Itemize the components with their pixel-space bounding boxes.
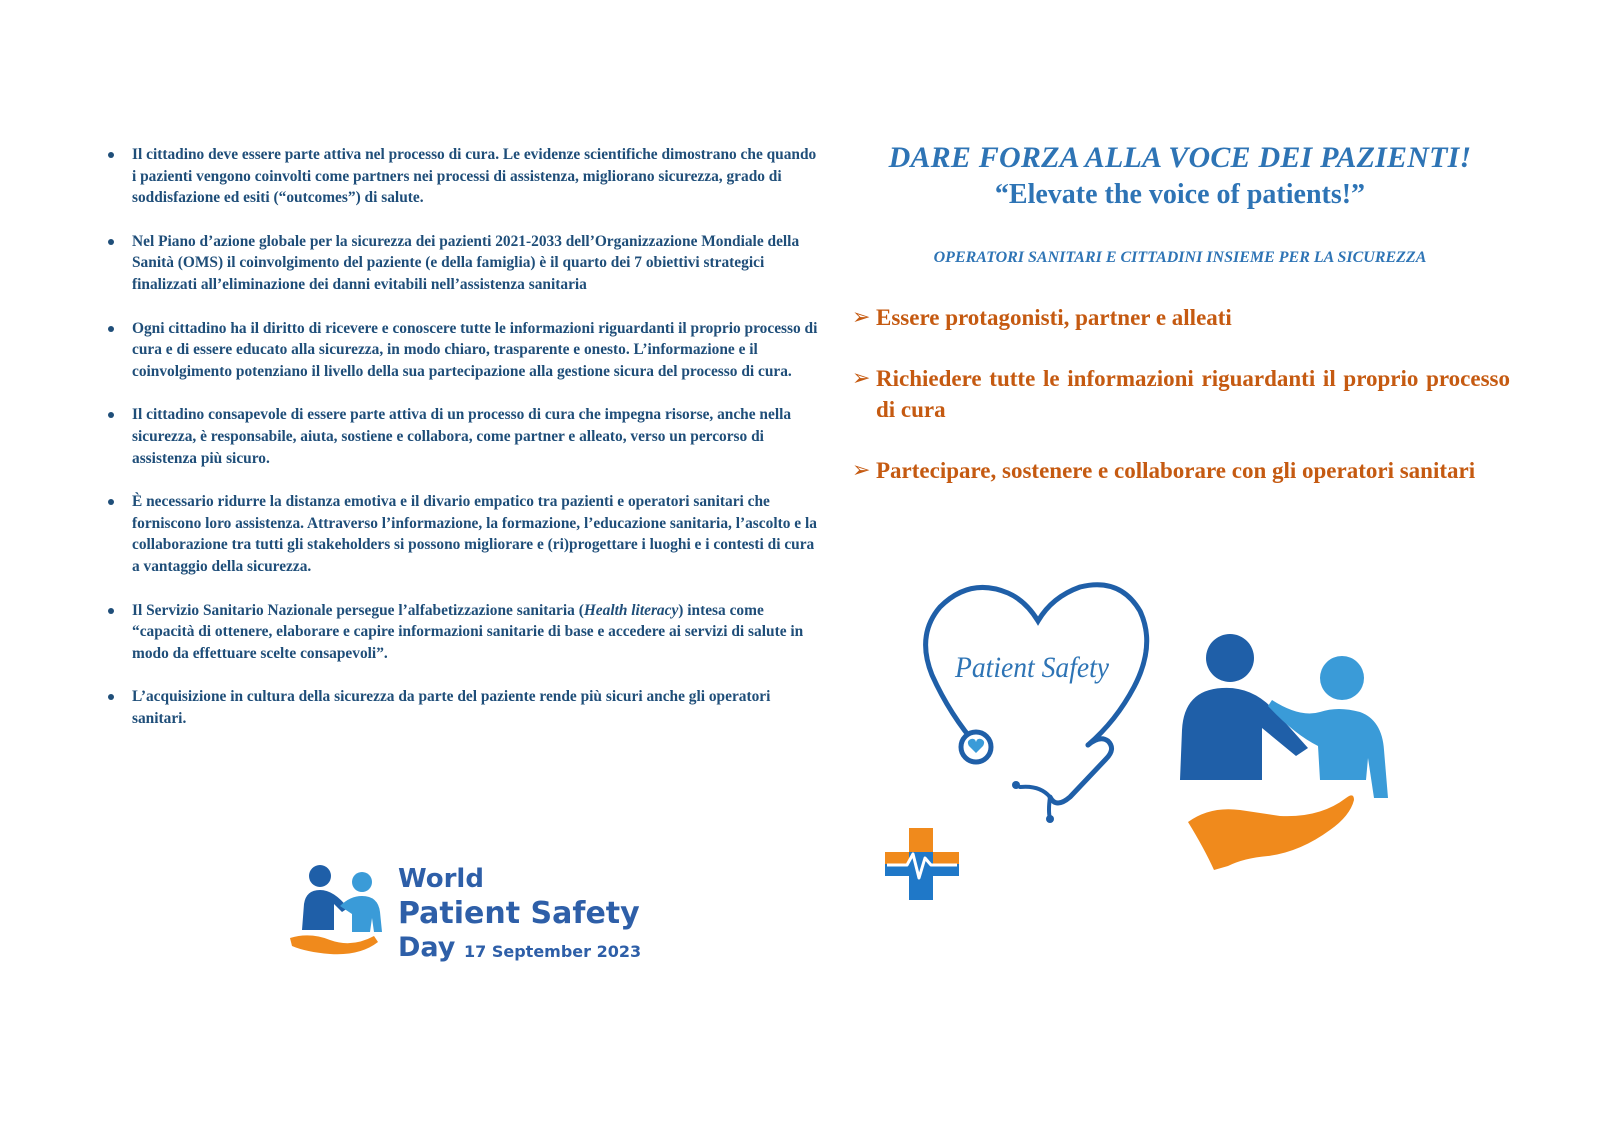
action-item [850, 302, 1510, 333]
bullet-text-after: ) intesa come “capacità di ottenere, elaborare e capire informazioni sanitarie di base e accedere ai servizi di salute in modo da effettuare scelte consapevoli”. [132, 601, 804, 662]
arrow-right-icon: ➢ [852, 366, 871, 391]
right-column [850, 140, 1510, 516]
bullet-text-before: Il Servizio Sanitario Nazionale persegue l’alfabetizzazione sanitaria ( [132, 601, 584, 619]
bullet-dot-icon [108, 608, 114, 614]
bullet-text: Ogni cittadino ha il diritto di ricevere e conoscere tutte le informazioni riguardanti il proprio processo di cura e di essere educato alla sicurezza, in modo chiaro, trasparente e onesto. L’informazione e il coinvolgimento potenziano il livello della sua partecipazione alla gestione sicura del processo di cura. [132, 319, 818, 380]
bullet-dot-icon [108, 326, 114, 332]
bullet-dot-icon [108, 694, 114, 700]
bullet-text: Il cittadino deve essere parte attiva nel processo di cura. Le evidenze scientifiche dimostrano che quando i pazienti vengono coinvolti come partners nei processi di assistenza, migliorano sicurezza, grado di soddisfazione ed esiti (“outcomes”) di salute. [132, 146, 817, 207]
bullet-dot-icon [108, 152, 114, 158]
arrow-right-icon: ➢ [852, 458, 871, 483]
left-column [108, 144, 820, 751]
tagline: OPERATORI SANITARI E CITTADINI INSIEME PER LA SICUREZZA [933, 249, 1427, 266]
logo-patient-safety: Patient Safety [398, 896, 640, 931]
bullet-item [108, 231, 820, 296]
bullet-item [108, 144, 820, 209]
action-text: Essere protagonisti, partner e alleati [876, 305, 1232, 330]
logo-date: 17 September 2023 [464, 942, 642, 961]
bullet-item [108, 686, 820, 729]
medical-cross-icon [885, 828, 959, 900]
page-subtitle: “Elevate the voice of patients!” [994, 179, 1366, 210]
info-bullet-list [108, 144, 820, 729]
logo-world: World [398, 864, 484, 894]
bullet-text: Il cittadino consapevole di essere parte attiva di un processo di cura che impegna risorse, anche nella sicurezza, è responsabile, aiuta, sostiene e collabora, come partner e alleato, verso un percorso di assistenza più sicuro. [132, 406, 792, 467]
bullet-dot-icon [108, 499, 114, 505]
bullet-item [108, 318, 820, 383]
bullet-dot-icon [108, 239, 114, 245]
bullet-text: Nel Piano d’azione globale per la sicurezza dei pazienti 2021-2033 dell’Organizzazione Mondiale della Sanità (OMS) il coinvolgimento del paziente (e della famiglia) è il quarto dei 7 obiettivi strategici finalizzati all’eliminazione dei danni evitabili nell’assistenza sanitaria [132, 232, 800, 293]
bullet-item [108, 600, 820, 665]
bullet-text: È necessario ridurre la distanza emotiva e il divario empatico tra pazienti e operatori sanitari che forniscono loro assistenza. Attraverso l’informazione, la formazione, l’educazione sanitaria, l’ascolto e la collaborazione tra tutti gli stakeholders si possono migliorare e (ri)progettare i luoghi e i contesti di cura a vantaggio della sicurezza. [132, 493, 817, 575]
action-list [850, 302, 1510, 486]
bullet-dot-icon [108, 412, 114, 418]
bullet-text-italic: Health literacy [583, 601, 679, 619]
bullet-text: L’acquisizione in cultura della sicurezza da parte del paziente rende più sicuri anche gli operatori sanitari. [132, 688, 771, 727]
action-text: Partecipare, sostenere e collaborare con gli operatori sanitari [876, 458, 1476, 483]
action-item [850, 455, 1510, 486]
bullet-item [108, 491, 820, 577]
arrow-right-icon: ➢ [852, 305, 871, 330]
wpsd-logo-icon [290, 860, 395, 960]
caring-people-icon [1170, 630, 1400, 870]
action-text: Richiedere tutte le informazioni riguardanti il proprio processo di cura [876, 366, 1510, 422]
action-item [850, 363, 1510, 425]
bullet-item [108, 404, 820, 469]
page-title: DARE FORZA ALLA VOCE DEI PAZIENTI! [888, 141, 1472, 174]
logo-day: Day [398, 932, 456, 963]
heart-patient-safety-text: Patient Safety [955, 651, 1110, 684]
stethoscope-heart-icon [920, 575, 1160, 830]
